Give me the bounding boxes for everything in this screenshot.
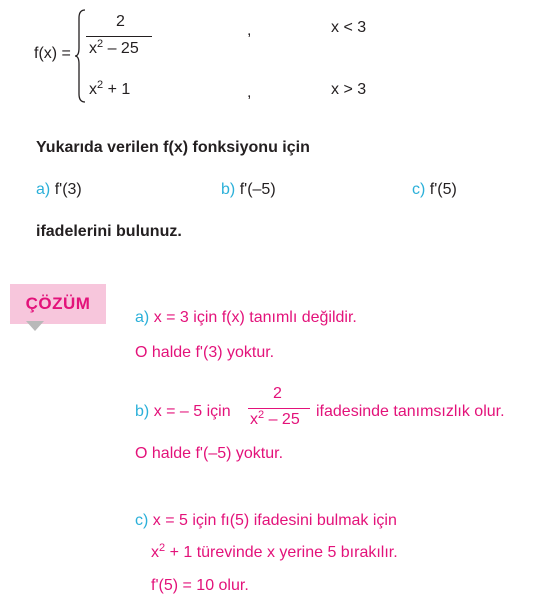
left-brace	[74, 8, 88, 104]
part-c-expr: f'(5)	[429, 181, 457, 198]
part-c-label: c)	[412, 181, 426, 198]
solution-b-line2: O halde f'(–5) yoktur.	[135, 445, 284, 462]
part-b-expr: f'(–5)	[239, 181, 276, 198]
case1-fraction-bar	[86, 36, 152, 37]
case2-expression: $x^2 + 1$	[89, 79, 131, 98]
badge-arrow-icon	[26, 321, 44, 331]
solution-badge	[10, 284, 106, 324]
solution-a-label: a)	[135, 309, 150, 326]
solution-c-line2: $x^2 + 1$ türevinde x yerine 5 bırakılır.	[151, 542, 398, 561]
case2-comma: ,	[247, 84, 252, 101]
solution-c-line1: c) x = 5 için fı(5) ifadesini bulmak için	[135, 512, 397, 529]
case1-condition: x < 3	[331, 19, 367, 36]
solution-b-numerator: 2	[273, 385, 282, 402]
solution-a-line1: a) x = 3 için f(x) tanımlı değildir.	[135, 309, 357, 326]
solution-b-denominator: $x^2 - 25$	[250, 409, 300, 428]
case1-denominator: $x^2 - 25$	[89, 38, 139, 57]
function-label: f(x) =	[34, 45, 71, 62]
solution-badge-label: ÇÖZÜM	[25, 294, 91, 313]
solution-a-line2: O halde f'(3) yoktur.	[135, 344, 275, 361]
solution-b-label: b)	[135, 403, 150, 420]
part-a	[36, 181, 82, 199]
case1-comma: ,	[247, 22, 252, 39]
part-a-expr: f'(3)	[54, 181, 82, 198]
question-prompt: Yukarıda verilen f(x) fonksiyonu için	[36, 139, 310, 156]
part-a-label: a)	[36, 181, 51, 198]
part-b-label: b)	[221, 181, 236, 198]
case2-condition: x > 3	[331, 81, 367, 98]
part-c	[412, 181, 457, 199]
solution-b-suffix: ifadesinde tanımsızlık olur.	[316, 403, 505, 420]
solution-c-line3: f'(5) = 10 olur.	[151, 577, 249, 594]
case1-numerator: 2	[116, 13, 125, 30]
solution-c-label: c)	[135, 512, 149, 529]
solution-b-prefix: b) x = – 5 için	[135, 403, 231, 420]
part-b	[221, 181, 276, 199]
question-closing: ifadelerini bulunuz.	[36, 223, 182, 240]
